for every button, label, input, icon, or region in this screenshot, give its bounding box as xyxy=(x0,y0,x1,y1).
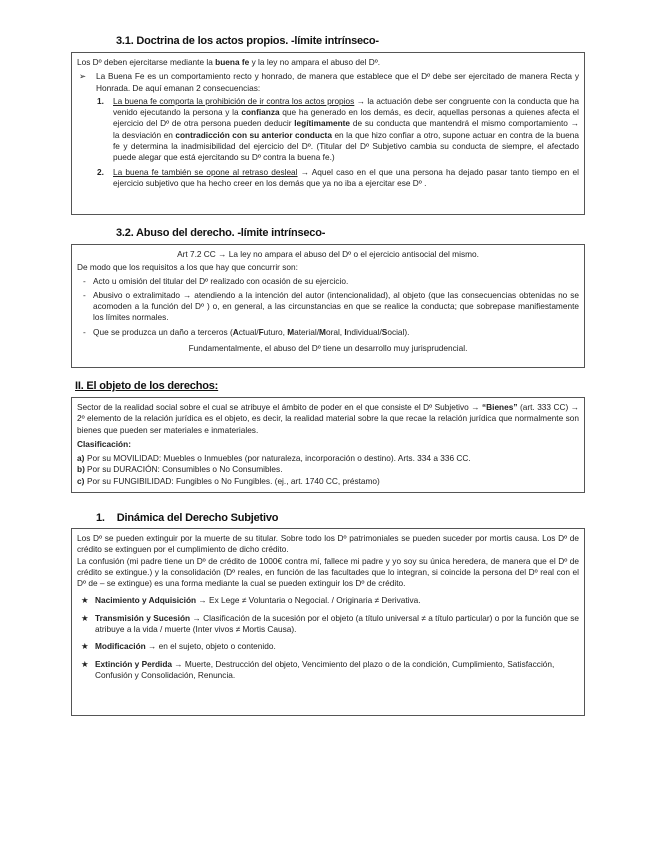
arrow-bullet-icon: ➢ xyxy=(79,71,86,82)
actos-propios-box xyxy=(71,52,585,215)
section-heading-3-2: 3.2. Abuso del derecho. -límite intrínseco- xyxy=(116,227,326,239)
consecuencia-2: 2. La buena fe también se opone al retraso desleal → Aquel caso en el que una persona ha dejado pasar tanto tiempo en el ejercicio subjetivo que ha hecho creer en los demás que ya no iba a ejercitar ese Dº . xyxy=(97,166,579,188)
star-icon: ★ xyxy=(81,612,89,623)
requisito-3: - Que se produzca un daño a terceros (Actual/Futuro, Material/Moral, Individual/Social). xyxy=(83,326,410,337)
actos-propios-intro: Los Dº deben ejercitarse mediante la buena fe y la ley no ampara el abuso del Dº. xyxy=(77,57,381,67)
star-icon: ★ xyxy=(81,658,89,669)
section-heading-dinamica: 1. Dinámica del Derecho Subjetivo xyxy=(96,512,279,524)
clasificacion-c: c) Por su FUNGIBILIDAD: Fungibles o No Fungibles. (ej., art. 1740 CC, préstamo) xyxy=(77,475,380,486)
requisito-1: - Acto u omisión del titular del Dº realizado con ocasión de su ejercicio. xyxy=(83,275,349,286)
dinamica-box: Los Dº se pueden extinguir por la muerte de su titular. Sobre todo los Dº patrimoniales se pueden suceder por mortis causa. Los Dº de crédito se extinguen por el cumplimiento de dicho crédito. La confusión (mi padre tiene un Dº de crédito de 1000€ contra mí, fallece mi padre y yo soy su única heredera, de manera que el Dº de crédito se extingue.) y la consolidación (Dº reales, en función de las facultades que lo integran, si coincide la persona del Dº real con el Dº de – se extingue) es una forma mediante la cual se pueden extinguir los Dº de crédito. ★ Nacimiento y Adquisición → Ex Lege ≠ Voluntaria o Negocial. / Originaria ≠ Derivativa. ★ Transmisión y Sucesión → Clasificación de la sucesión por el objeto (a título universal ≠ a título particular) o por la función que se atribuye a la vida / muerte (Inter vivos ≠ Mortis Causa). ★ Modificación → en el sujeto, objeto o contenido. ★ Extinción y Perdida → Muerte, Destrucción del objeto, Vencimiento del plazo o de la condición, Cumplimiento, Satisfacción, Confusión y Consolidación, Renuncia. xyxy=(71,528,585,716)
dinamica-extincion: ★ Extinción y Perdida → Muerte, Destrucción del objeto, Vencimiento del plazo o de la condición, Cumplimiento, Satisfacción, Confusión y Consolidación, Renuncia. xyxy=(81,658,555,680)
section-heading-3-1: 3.1. Doctrina de los actos propios. -límite intrínseco- xyxy=(116,35,379,47)
consecuencia-1: 1. La buena fe comporta la prohibición de ir contra los actos propios → la actuación debe ser congruente con la conducta que ha venido ejecutando la persona y la confianza que ha generado en los demás, es decir, aquellas personas a quienes afecta el ejercicio del Dº de otra persona pueden deducir legítimamente de su conducta que mantendrá el mismo comportamiento → la desviación en contradicción con su anterior conducta en la que hizo confiar a otro, supone actuar en contra de la buena fe y determina la inadmisibilidad del ejercicio del Dº. (Titular del Dº Subjetivo cambia su conducta de siempre, el afectado puede alegar que está ejercitando su Dº contra la buena fe.) xyxy=(97,95,580,163)
requisito-2: - Abusivo o extralimitado → atendiendo a la intención del autor (intencionalidad), al objeto (que las consecuencias obtenidas no se acomoden a la función del Dº ) o, en general, a las circunstancias en que se realice la conducta; que sobrepase manifiestamente los límites normales. xyxy=(83,289,579,323)
section-heading-objeto: II. El objeto de los derechos: xyxy=(75,380,219,392)
buena-fe-bullet: ➢ La Buena Fe es un comportamiento recto y honrado, de manera que establece que el Dº debe ser ejercitado de manera Recta y Honrada. De aquí emanan 2 consecuencias: xyxy=(79,71,579,93)
star-icon: ★ xyxy=(81,641,89,652)
objeto-derechos-box: Sector de la realidad social sobre el cual se atribuye el ámbito de poder en el que consiste el Dº Subjetivo → “Bienes” (art. 333 CC) → 2º elemento de la relación jurídica es el objeto, es decir, la realidad material sobre la que recae la relación jurídica que normalmente son bienes que pueden ser materiales e inmateriales. Clasificación: a) Por su MOVILIDAD: Muebles o Inmuebles (por naturaleza, incorporación o destino). Arts. 334 a 336 CC. b) Por su DURACIÓN: Consumibles o No Consumibles. c) Por su FUNGIBILIDAD: Fungibles o No Fungibles. (ej., art. 1740 CC, préstamo) xyxy=(71,397,585,493)
dinamica-transmision: ★ Transmisión y Sucesión → Clasificación de la sucesión por el objeto (a título universal ≠ a título particular) o por la función que se atribuye a la vida / muerte (Inter vivos ≠ Mortis Causa). xyxy=(81,612,579,635)
dinamica-nacimiento: ★ Nacimiento y Adquisición → Ex Lege ≠ Voluntaria o Negocial. / Originaria ≠ Derivativa. xyxy=(81,595,421,606)
clasificacion-a: a) Por su MOVILIDAD: Muebles o Inmuebles (por naturaleza, incorporación o destino). Arts. 334 a 336 CC. xyxy=(77,453,471,464)
abuso-derecho-box: Art 7.2 CC → La ley no ampara el abuso del Dº o el ejercicio antisocial del mismo. De modo que los requisitos a los que hay que concurrir son: - Acto u omisión del titular del Dº realizado con ocasión de su ejercicio. - Abusivo o extralimitado → atendiendo a la intención del autor (intencionalidad), al objeto (que las consecuencias obtenidas no se acomoden a la función del Dº ) o, en general, a las circunstancias en que se realice la conducta; que sobrepase manifiestamente los límites normales. - Que se produzca un daño a terceros (Actual/Futuro, Material/Moral, Individual/Social). Fundamentalmente, el abuso del Dº tiene un desarrollo muy jurisprudencial. xyxy=(71,244,585,368)
clasificacion-b: b) Por su DURACIÓN: Consumibles o No Consumibles. xyxy=(77,464,283,475)
star-icon: ★ xyxy=(81,595,89,606)
dinamica-modificacion: ★ Modificación → en el sujeto, objeto o contenido. xyxy=(81,641,276,652)
